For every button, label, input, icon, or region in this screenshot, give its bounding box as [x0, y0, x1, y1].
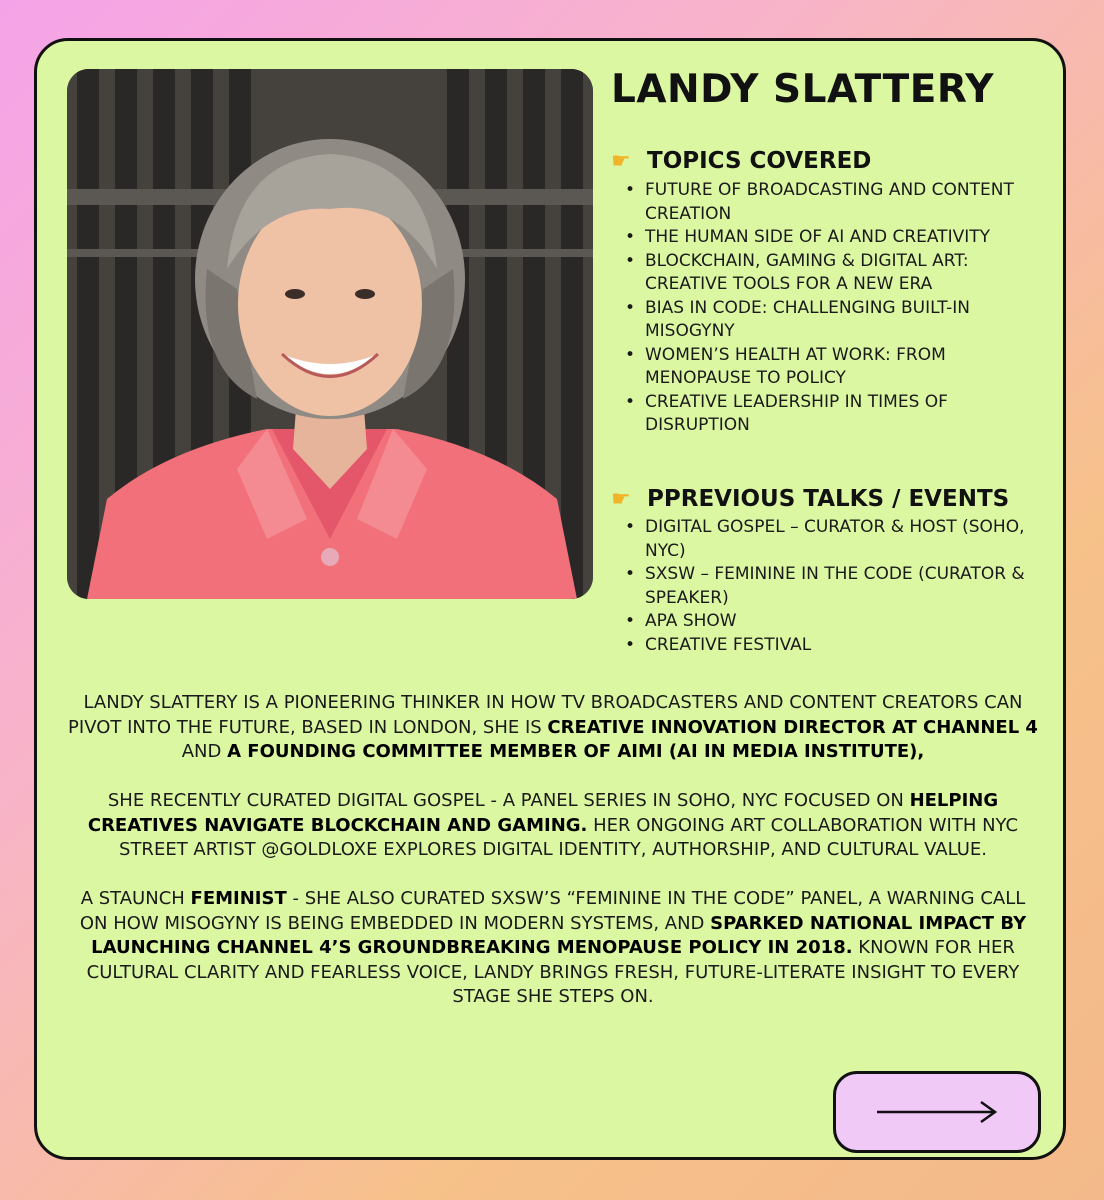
list-item: • THE HUMAN SIDE OF AI AND CREATIVITY [623, 226, 1043, 250]
bio-text: - SHE ALSO CURATED SXSW’S “FEMININE IN THE CODE” PANEL, A WARNING CALL ON HOW MISOGYNY IS BEING EMBEDDED IN MODERN SYSTEMS, AND [79, 888, 1026, 934]
speaker-photo [67, 69, 593, 599]
talks-heading [611, 486, 1009, 512]
bio-highlight: SPARKED NATIONAL IMPACT BY LAUNCHING CHANNEL 4’S GROUNDBREAKING MENOPAUSE POLICY IN 2018. [91, 912, 1027, 958]
talks-list [623, 516, 1043, 657]
list-item: • CREATIVE LEADERSHIP IN TIMES OF DISRUPTION [623, 391, 1043, 438]
list-item: • CREATIVE FESTIVAL [623, 634, 1043, 658]
list-item: • FUTURE OF BROADCASTING AND CONTENT CREATION [623, 179, 1043, 226]
bio-highlight: A FOUNDING COMMITTEE MEMBER OF AIMI (AI IN MEDIA INSTITUTE), [227, 741, 925, 762]
bio-paragraph [67, 691, 1039, 765]
pointing-hand-icon: ☛ [611, 487, 631, 512]
list-item: • BIAS IN CODE: CHALLENGING BUILT-IN MISOGYNY [623, 297, 1043, 344]
bio-highlight: HELPING CREATIVES NAVIGATE BLOCKCHAIN AND GAMING. [87, 790, 999, 836]
pointing-hand-icon: ☛ [611, 149, 631, 174]
list-item: • WOMEN’S HEALTH AT WORK: FROM MENOPAUSE TO POLICY [623, 344, 1043, 391]
bio-paragraph [67, 789, 1039, 863]
list-item: • DIGITAL GOSPEL – CURATOR & HOST (SOHO, NYC) [623, 516, 1043, 563]
bio-highlight: CREATIVE INNOVATION DIRECTOR AT CHANNEL 4 [547, 716, 1038, 738]
next-button[interactable] [833, 1071, 1041, 1153]
bio-text: LANDY SLATTERY IS A PIONEERING THINKER IN HOW TV BROADCASTERS AND CONTENT CREATORS CAN PIVOT INTO THE FUTURE, BASED IN LONDON, SHE IS [68, 692, 1023, 738]
topics-heading [611, 148, 871, 174]
bio-highlight: FEMINIST [190, 888, 287, 909]
speaker-bio [67, 691, 1039, 1034]
talks-heading-label: PPREVIOUS TALKS / EVENTS [647, 486, 1010, 512]
bio-text: AND [181, 741, 228, 762]
topics-heading-label: TOPICS COVERED [647, 148, 872, 174]
speaker-name: LANDY SLATTERY [611, 67, 995, 112]
list-item: • APA SHOW [623, 610, 1043, 634]
bio-text: HER ONGOING ART COLLABORATION WITH NYC STREET ARTIST @GOLDLOXE EXPLORES DIGITAL IDENTITY, AUTHORSHIP, AND CULTURAL VALUE. [119, 814, 1019, 860]
speaker-card [34, 38, 1066, 1160]
list-item: • BLOCKCHAIN, GAMING & DIGITAL ART: CREATIVE TOOLS FOR A NEW ERA [623, 250, 1043, 297]
bio-text: SHE RECENTLY CURATED DIGITAL GOSPEL - A PANEL SERIES IN SOHO, NYC FOCUSED ON [107, 790, 910, 811]
topics-list [623, 179, 1043, 438]
bio-paragraph [67, 887, 1039, 1010]
arrow-right-icon [875, 1100, 999, 1124]
bio-text: A STAUNCH [80, 888, 191, 909]
bio-text: KNOWN FOR HER CULTURAL CLARITY AND FEARLESS VOICE, LANDY BRINGS FRESH, FUTURE-LITERATE INSIGHT TO EVERY STAGE SHE STEPS ON. [86, 937, 1020, 1007]
list-item: • SXSW – FEMININE IN THE CODE (CURATOR & SPEAKER) [623, 563, 1043, 610]
